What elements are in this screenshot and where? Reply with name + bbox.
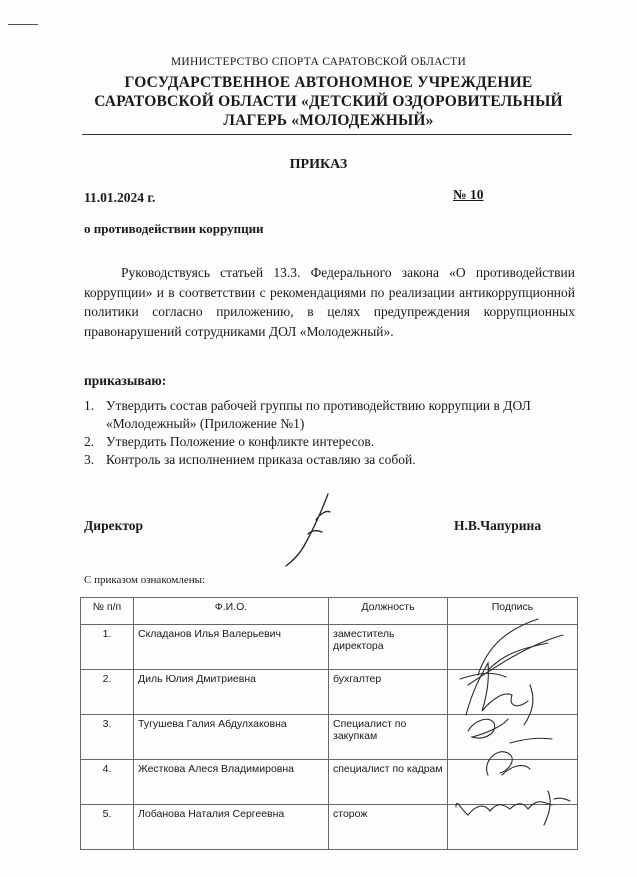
column-header: Ф.И.О. [134, 598, 329, 625]
employee-position: бухгалтер [329, 670, 448, 715]
item-text: Утвердить Положение о конфликте интересов. [106, 434, 375, 449]
column-header: № п/п [81, 598, 134, 625]
employee-name: Диль Юлия Дмитриевна [134, 670, 329, 715]
employee-signatures-icon [448, 615, 578, 830]
item-number: 3. [84, 452, 95, 467]
row-number: 4. [81, 760, 134, 805]
order-subject: о противодействии коррупции [84, 221, 264, 236]
employee-position: сторож [329, 805, 448, 850]
org-line-1: ГОСУДАРСТВЕННОЕ АВТОНОМНОЕ УЧРЕЖДЕНИЕ [124, 74, 533, 91]
ministry-name: МИНИСТЕРСТВО СПОРТА САРАТОВСКОЙ ОБЛАСТИ [170, 56, 467, 68]
order-items [84, 397, 579, 469]
order-number: № 10 [453, 187, 484, 202]
decree-word: приказываю: [84, 373, 167, 388]
row-number: 2. [81, 670, 134, 715]
org-line-2: САРАТОВСКОЙ ОБЛАСТИ «ДЕТСКИЙ ОЗДОРОВИТЕЛЬНЫЙ [94, 93, 563, 110]
director-signature-icon [278, 490, 348, 570]
employee-name: Лобанова Наталия Сергеевна [134, 805, 329, 850]
row-number: 3. [81, 715, 134, 760]
employee-name: Складанов Илья Валерьевич [134, 625, 329, 670]
order-item [84, 397, 579, 433]
header-divider [82, 134, 572, 135]
row-number: 5. [81, 805, 134, 850]
director-name: Н.В.Чапурина [454, 518, 542, 533]
organization-name [60, 73, 597, 130]
employee-position: заместитель директора [329, 625, 448, 670]
row-number: 1. [81, 625, 134, 670]
item-text: Контроль за исполнением приказа оставляю за собой. [106, 452, 416, 467]
director-role: Директор [84, 518, 144, 533]
employee-position: Специалист по закупкам [329, 715, 448, 760]
column-header: Подпись [448, 598, 578, 625]
order-title: ПРИКАЗ [289, 157, 348, 172]
column-header: Должность [329, 598, 448, 625]
preamble-paragraph: Руководствуясь статьей 13.3. Федерального закона «О противодействии коррупции» и в соответствии с рекомендациями по реализации антикоррупционной политики согласно приложению, в целях предупреждения коррупционных правонарушений сотрудниками ДОЛ «Молодежный». [84, 265, 575, 339]
org-line-3: ЛАГЕРЬ «МОЛОДЕЖНЫЙ» [223, 112, 434, 129]
order-item [84, 433, 579, 451]
item-text: Утвердить состав рабочей группы по противодействию коррупции в ДОЛ «Молодежный» (Приложение №1) [106, 398, 531, 431]
item-number: 1. [84, 398, 95, 413]
order-item [84, 451, 579, 469]
employee-position: специалист по кадрам [329, 760, 448, 805]
item-number: 2. [84, 434, 95, 449]
employee-name: Тугушева Галия Абдулхаковна [134, 715, 329, 760]
scan-mark [8, 24, 38, 25]
employee-name: Жесткова Алеся Владимировна [134, 760, 329, 805]
acknowledgement-caption: С приказом ознакомлены: [84, 574, 206, 586]
order-date: 11.01.2024 г. [84, 190, 156, 205]
